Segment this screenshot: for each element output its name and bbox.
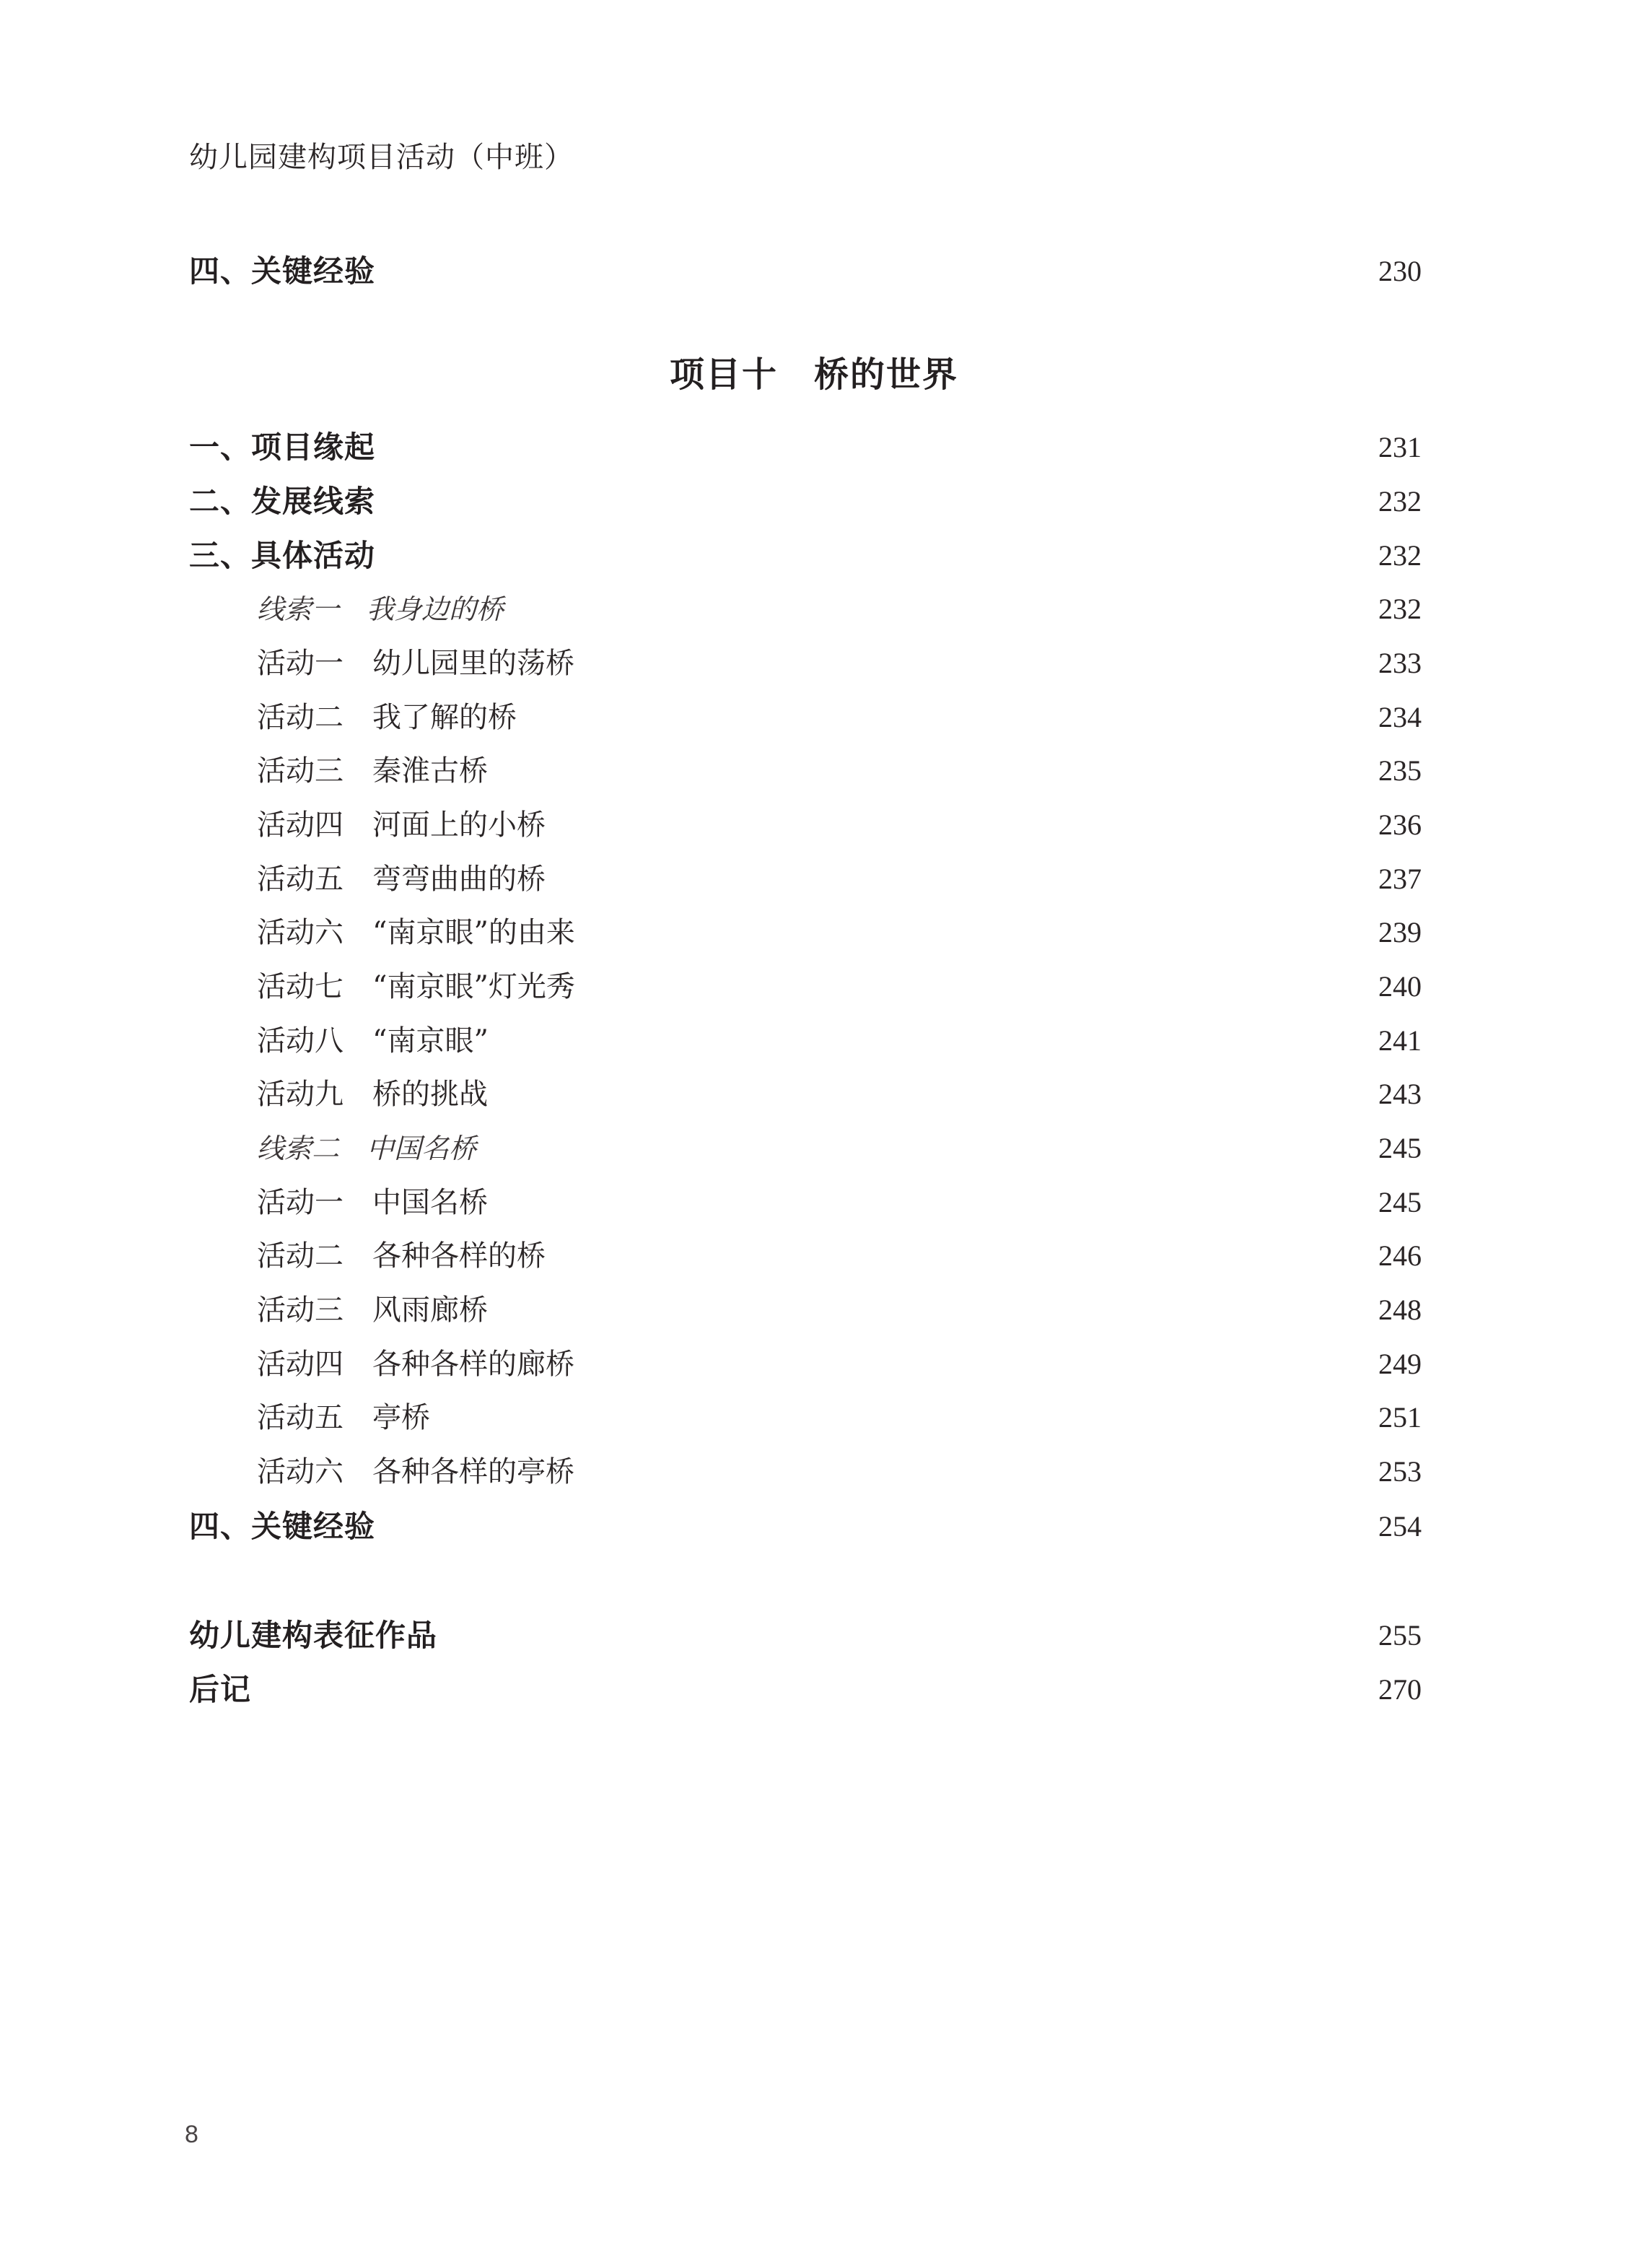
toc-entry-page: 235 (1378, 754, 1422, 787)
toc-entry-page: 232 (1378, 539, 1422, 572)
toc-entry-page: 239 (1378, 916, 1422, 948)
toc-entry-page: 253 (1378, 1455, 1422, 1488)
toc-entry-label: 幼儿建构表征作品 (189, 1618, 438, 1653)
toc-entry-label: 活动四 河面上的小桥 (257, 808, 546, 842)
toc-entry-label: 二、发展线索 (189, 484, 376, 519)
running-head: 幼儿园建构项目活动（中班） (189, 141, 574, 174)
toc-entry-page: 232 (1378, 485, 1422, 518)
toc-entry-page: 230 (1378, 255, 1422, 287)
toc-entry-label: 一、项目缘起 (189, 429, 376, 465)
toc-entry-project-origin[interactable] (189, 427, 1422, 468)
toc-entry-activity[interactable] (189, 1182, 1422, 1223)
toc-entry-label: 四、关键经验 (189, 1509, 376, 1544)
toc-entry-activity[interactable] (189, 967, 1422, 1007)
toc-entry-page: 231 (1378, 431, 1422, 463)
toc-entry-page: 254 (1378, 1510, 1422, 1543)
toc-entry-label: 活动六 “南京眼”的由来 (257, 916, 575, 949)
toc-entry-page: 248 (1378, 1294, 1422, 1326)
toc-entry-label: 活动六 各种各样的亭桥 (257, 1455, 574, 1488)
toc-entry-page: 243 (1378, 1078, 1422, 1110)
toc-entry-label: 活动四 各种各样的廊桥 (257, 1348, 574, 1381)
toc-entry-page: 240 (1378, 970, 1422, 1003)
toc-entry-activity[interactable] (189, 1074, 1422, 1115)
toc-entry-activity[interactable] (189, 697, 1422, 738)
toc-entry-activity[interactable] (189, 1236, 1422, 1276)
toc-entry-label: 活动一 幼儿园里的荡桥 (257, 647, 574, 680)
toc-entry-thread-2[interactable] (189, 1128, 1422, 1169)
toc-entry-page: 245 (1378, 1186, 1422, 1218)
toc-entry-page: 246 (1378, 1239, 1422, 1272)
toc-entry-label: 活动三 秦淮古桥 (257, 754, 488, 788)
toc-entry-key-experience-prev[interactable] (189, 251, 1422, 292)
toc-entry-activity[interactable] (189, 1397, 1422, 1438)
toc-entry-specific-activities[interactable] (189, 536, 1422, 576)
toc-entry-activity[interactable] (189, 1290, 1422, 1330)
toc-entry-afterword[interactable] (189, 1670, 1422, 1710)
toc-entry-page: 236 (1378, 808, 1422, 841)
toc-entry-label: 活动五 弯弯曲曲的桥 (257, 863, 546, 896)
toc-entry-activity[interactable] (189, 859, 1422, 899)
toc-entry-activity[interactable] (189, 643, 1422, 684)
toc-entry-activity[interactable] (189, 805, 1422, 845)
toc-entry-activity[interactable] (189, 1344, 1422, 1384)
toc-entry-key-experience[interactable] (189, 1506, 1422, 1547)
toc-entry-page: 249 (1378, 1348, 1422, 1380)
toc-entry-page: 251 (1378, 1401, 1422, 1434)
toc-entry-label: 活动一 中国名桥 (257, 1186, 488, 1219)
toc-entry-thread-1[interactable] (189, 589, 1422, 629)
toc-entry-label: 后记 (189, 1672, 252, 1707)
toc-entry-children-works[interactable] (189, 1615, 1422, 1656)
toc-entry-page: 237 (1378, 863, 1422, 895)
toc-entry-activity[interactable] (189, 1021, 1422, 1061)
toc-entry-page: 234 (1378, 701, 1422, 733)
toc-entry-label: 活动二 各种各样的桥 (257, 1239, 546, 1273)
toc-entry-label: 线索一 我身边的桥 (257, 593, 504, 625)
toc-entry-page: 255 (1378, 1619, 1422, 1652)
toc-entry-label: 线索二 中国名桥 (257, 1133, 477, 1164)
toc-entry-page: 245 (1378, 1132, 1422, 1164)
toc-entry-activity[interactable] (189, 751, 1422, 791)
toc-entry-label: 活动九 桥的挑战 (257, 1078, 488, 1111)
toc-entry-label: 活动八 “南京眼” (257, 1024, 489, 1057)
page-number: 8 (185, 2121, 198, 2148)
toc-entry-label: 活动五 亭桥 (257, 1401, 430, 1434)
toc-entry-activity[interactable] (189, 1452, 1422, 1492)
toc-entry-page: 233 (1378, 647, 1422, 679)
toc-entry-page: 232 (1378, 593, 1422, 625)
toc-entry-activity[interactable] (189, 912, 1422, 953)
toc-entry-label: 活动三 风雨廊桥 (257, 1294, 488, 1327)
toc-entry-page: 241 (1378, 1024, 1422, 1057)
toc-entry-label: 三、具体活动 (189, 538, 376, 573)
section-title: 项目十 桥的世界 (669, 354, 958, 395)
toc-entry-label: 活动二 我了解的桥 (257, 701, 517, 734)
toc-entry-development-thread[interactable] (189, 481, 1422, 522)
toc-entry-page: 270 (1378, 1673, 1422, 1706)
toc-entry-label: 活动七 “南京眼”灯光秀 (257, 970, 575, 1003)
toc-entry-label: 四、关键经验 (189, 253, 376, 289)
